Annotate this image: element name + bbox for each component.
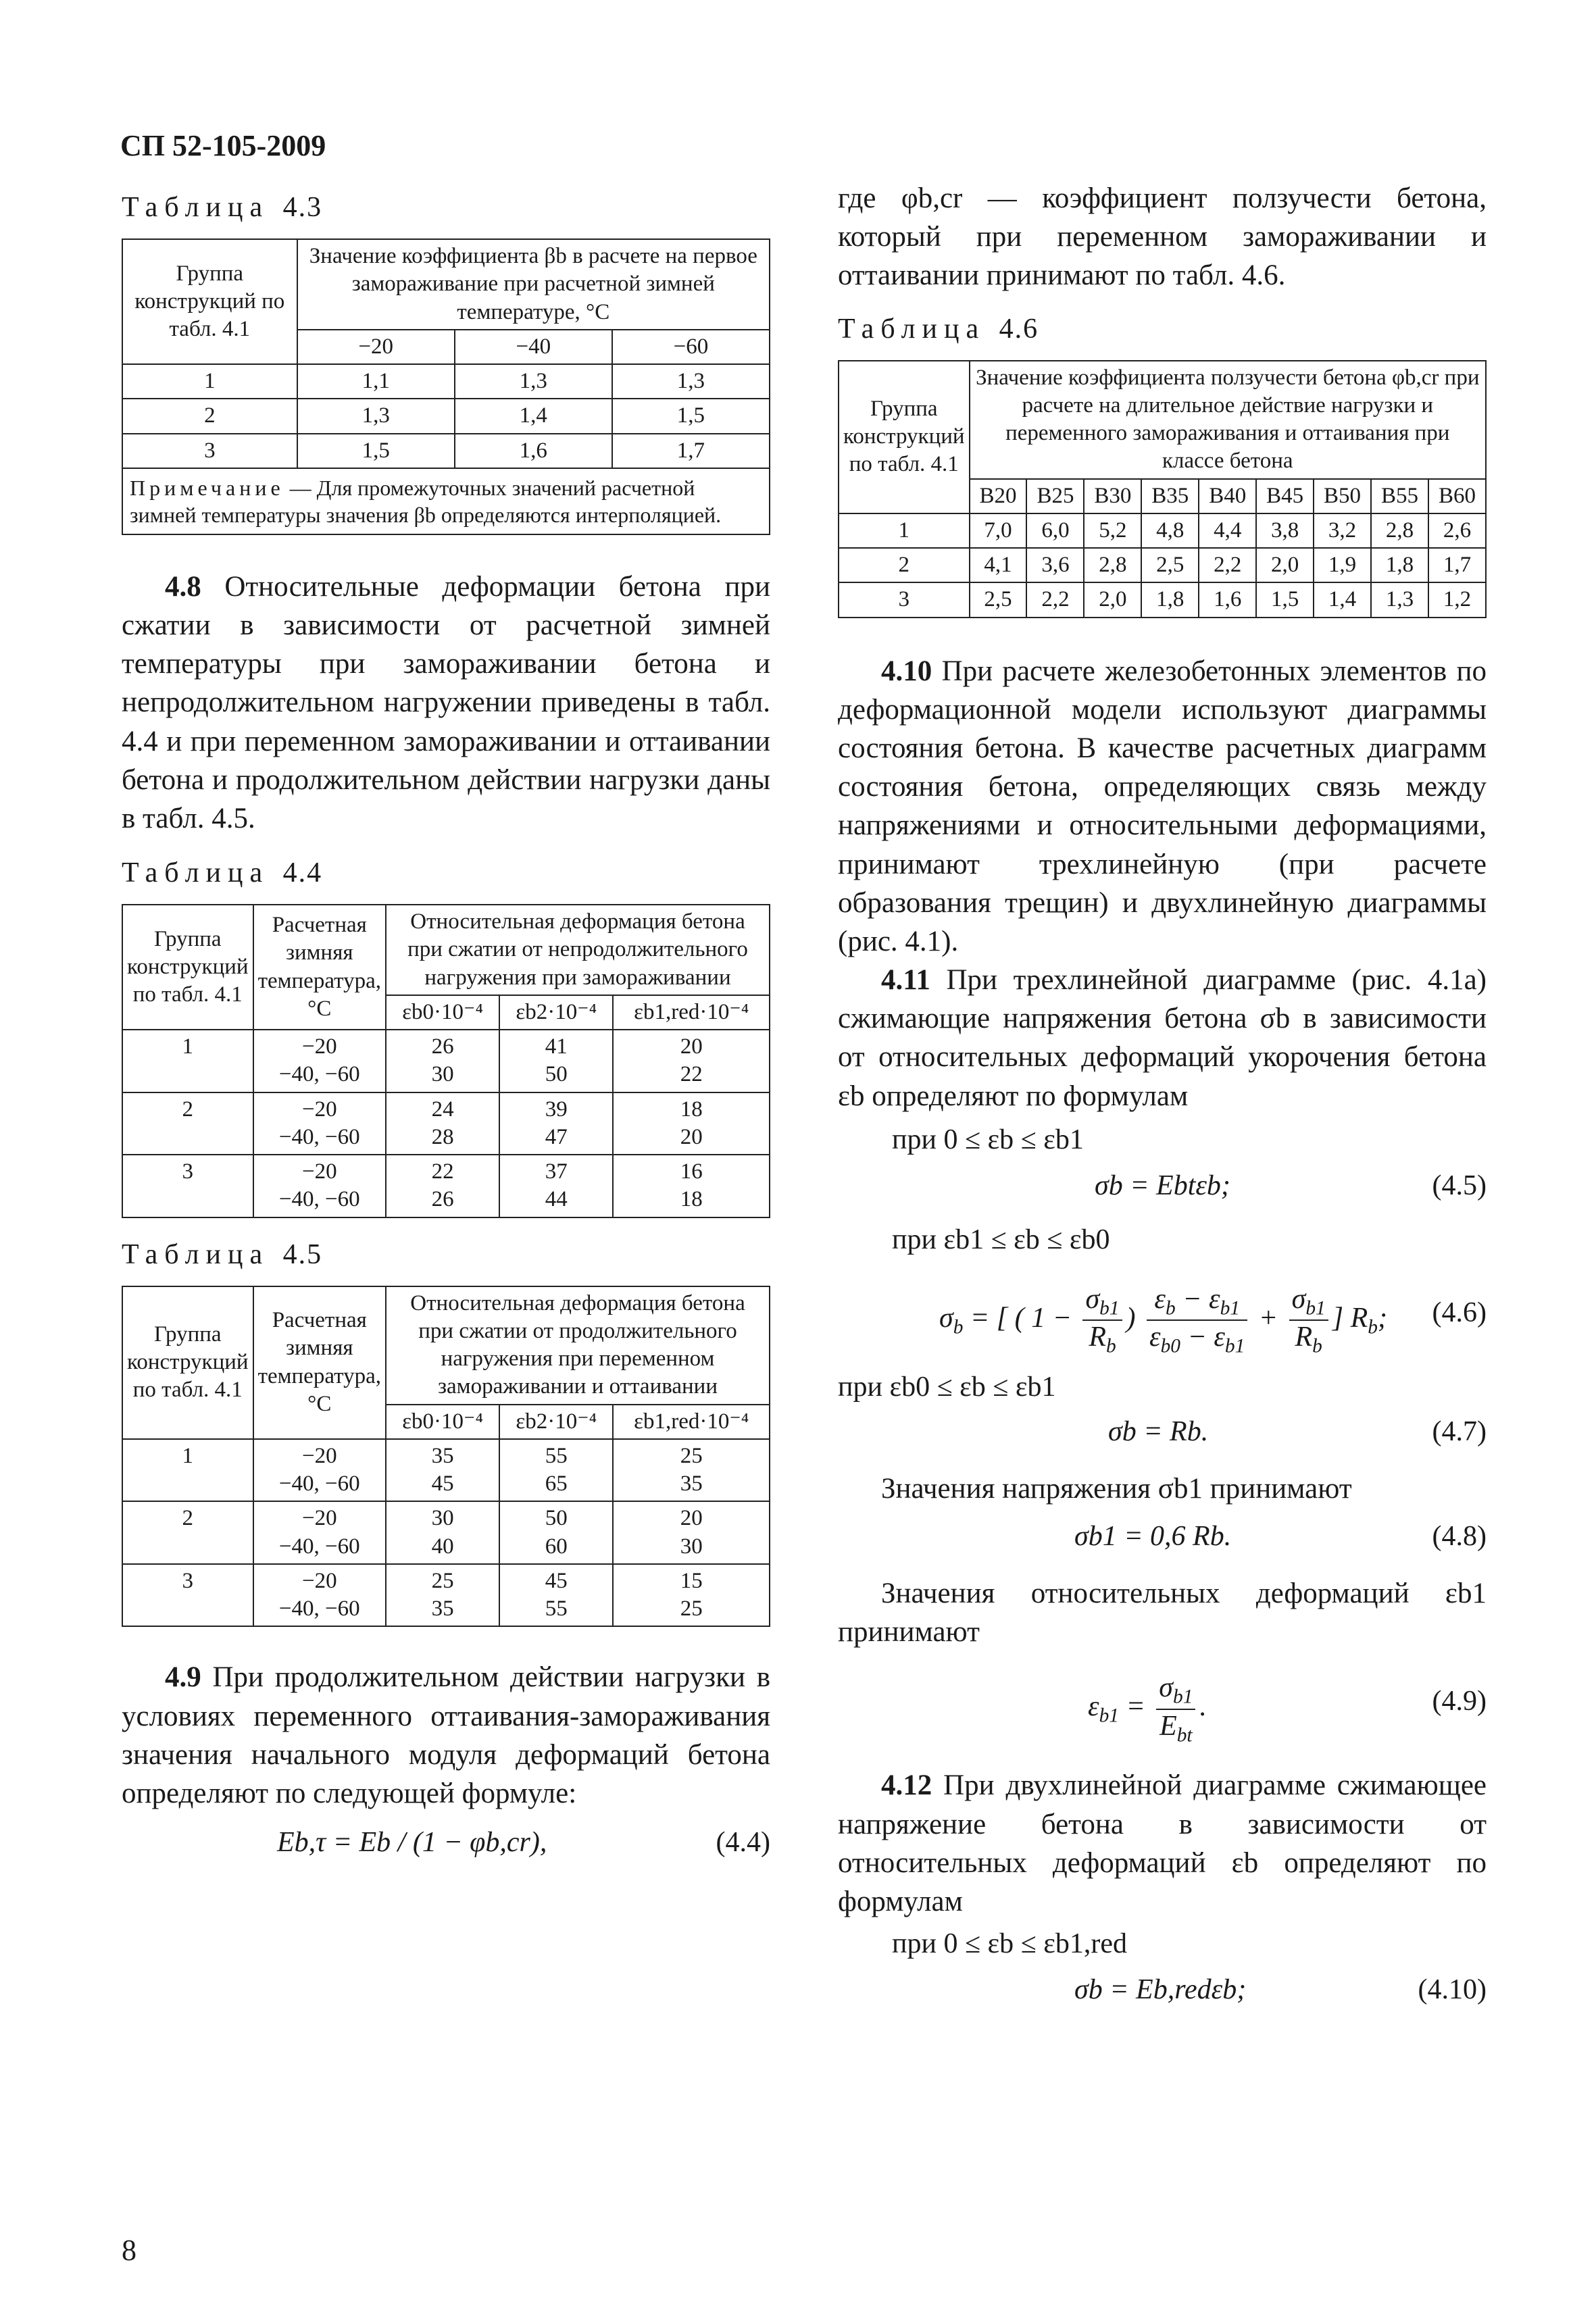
cell-line: 60 xyxy=(545,1534,568,1559)
table-cell: 2,5 xyxy=(1141,548,1199,582)
table-header: В45 xyxy=(1256,479,1314,513)
table-cell: 1,5 xyxy=(1256,582,1314,617)
cell-line: 28 xyxy=(431,1124,454,1149)
table-row xyxy=(122,434,770,468)
paragraph-4-12: 4.12 При двухлинейной диаграмме сжимающее напряжение бетона в зависимости от относительных деформаций εb определяют по формулам xyxy=(838,1769,1487,1917)
table-header: −40 xyxy=(455,330,612,364)
cell-line: 26 xyxy=(431,1187,454,1212)
table-4-4-caption: Таблица 4.4 xyxy=(122,857,323,889)
cell-line: 18 xyxy=(680,1187,703,1212)
table-4-5 xyxy=(122,1286,770,1628)
condition-4-7: при εb0 ≤ εb ≤ εb1 xyxy=(838,1371,1056,1403)
document-code: СП 52-105-2009 xyxy=(120,129,326,162)
cell-line: −40, −60 xyxy=(278,1062,360,1087)
table-header: Группа конструкций по табл. 4.1 xyxy=(122,905,253,1030)
table-4-3 xyxy=(122,238,770,535)
table-header: В40 xyxy=(1199,479,1256,513)
table-cell: 3 xyxy=(122,1564,253,1627)
table-cell xyxy=(613,1155,770,1217)
table-header: Расчетная зимняя температура, °С xyxy=(253,905,386,1030)
cell-line: 45 xyxy=(545,1568,568,1593)
table-header: В55 xyxy=(1371,479,1428,513)
table-cell xyxy=(613,1439,770,1502)
cell-line: 25 xyxy=(680,1443,703,1468)
table-cell: 3 xyxy=(122,434,297,468)
table-cell: 1,5 xyxy=(612,399,770,433)
table-cell xyxy=(613,1501,770,1564)
table-row xyxy=(122,364,770,399)
table-cell: 2,6 xyxy=(1428,513,1486,548)
cell-line: −20 xyxy=(301,1568,337,1593)
table-row xyxy=(122,399,770,433)
cell-line: 37 xyxy=(545,1159,568,1184)
condition-4-6: при εb1 ≤ εb ≤ εb0 xyxy=(892,1224,1110,1255)
cell-line: 44 xyxy=(545,1187,568,1212)
cell-line: 22 xyxy=(431,1159,454,1184)
table-header: εb2·10⁻⁴ xyxy=(499,995,613,1030)
table-header: Значение коэффициента ползучести бетона φb,cr при расчете на длительное действие нагрузки и переменного замораживания и оттаивания при классе бетона xyxy=(970,361,1486,479)
formula-4-8: σb1 = 0,6 Rb. (4.8) xyxy=(1074,1521,1487,1552)
cell-line: −40, −60 xyxy=(278,1187,360,1212)
table-cell: 1,8 xyxy=(1141,582,1199,617)
table-cell: 4,4 xyxy=(1199,513,1256,548)
table-cell: 3,2 xyxy=(1314,513,1371,548)
table-cell: 3 xyxy=(122,1155,253,1217)
text-eps-b1: Значения относительных деформаций εb1 принимают xyxy=(838,1578,1487,1649)
table-cell: 7,0 xyxy=(970,513,1027,548)
text-sigma-b1: Значения напряжения σb1 принимают xyxy=(881,1472,1352,1505)
table-cell: 2,0 xyxy=(1084,582,1141,617)
table-cell xyxy=(386,1030,499,1092)
table-cell xyxy=(499,1439,613,1502)
table-cell: 4,1 xyxy=(970,548,1027,582)
table-header: Относительная деформация бетона при сжатии от продолжительного нагружения при переменном замораживании и оттаивании xyxy=(386,1286,770,1405)
right-column xyxy=(838,179,1487,2028)
table-cell: 1,7 xyxy=(612,434,770,468)
table-cell: 1,9 xyxy=(1314,548,1371,582)
table-cell xyxy=(499,1501,613,1564)
cell-line: 20 xyxy=(680,1034,703,1059)
table-cell: 2,0 xyxy=(1256,548,1314,582)
table-cell: 2,8 xyxy=(1084,548,1141,582)
table-cell: 2 xyxy=(839,548,970,582)
cell-line: 55 xyxy=(545,1596,568,1621)
table-cell xyxy=(613,1092,770,1155)
paragraph-4-10: 4.10 При расчете железобетонных элементов по деформационной модели используют диаграммы состояния бетона. В качестве расчетных диаграмм состояния бетона, определяющих связь между напряжениями и относительными деформациями, принимают трехлинейную (при расчете образования трещин) и двухлинейную диаграммы (рис. 4.1). xyxy=(838,655,1487,957)
cell-line: −20 xyxy=(301,1443,337,1468)
cell-line: 25 xyxy=(431,1568,454,1593)
cell-line: −20 xyxy=(301,1506,337,1531)
table-cell: 3,6 xyxy=(1026,548,1084,582)
cell-line: 47 xyxy=(545,1124,568,1149)
table-cell: 1 xyxy=(122,364,297,399)
table-cell xyxy=(613,1030,770,1092)
table-cell xyxy=(386,1092,499,1155)
cell-line: −20 xyxy=(301,1159,337,1184)
table-cell: 1,6 xyxy=(455,434,612,468)
cell-line: 15 xyxy=(680,1568,703,1593)
table-cell: 1,8 xyxy=(1371,548,1428,582)
table-cell xyxy=(499,1030,613,1092)
condition-4-5: при 0 ≤ εb ≤ εb1 xyxy=(892,1124,1084,1155)
table-cell xyxy=(386,1501,499,1564)
table-cell: 3,8 xyxy=(1256,513,1314,548)
cell-line: 20 xyxy=(680,1124,703,1149)
cell-line: 30 xyxy=(431,1062,454,1087)
formula-4-9: $\varepsilon_{b1}$ = $\frac{\sigma_{b1}}{E_{bt}}$ . (4.9) xyxy=(1088,1672,1487,1746)
cell-line: 45 xyxy=(431,1472,454,1496)
table-header: В35 xyxy=(1141,479,1199,513)
table-4-5-caption: Таблица 4.5 xyxy=(122,1238,323,1270)
table-cell: 2 xyxy=(122,399,297,433)
table-cell: 5,2 xyxy=(1084,513,1141,548)
table-cell: 3 xyxy=(839,582,970,617)
table-cell: 4,8 xyxy=(1141,513,1199,548)
table-cell xyxy=(386,1439,499,1502)
table-cell: 2,8 xyxy=(1371,513,1428,548)
cell-line: 40 xyxy=(431,1534,454,1559)
cell-line: −40, −60 xyxy=(278,1534,360,1559)
table-cell xyxy=(253,1501,386,1564)
table-header: εb2·10⁻⁴ xyxy=(499,1405,613,1439)
table-row xyxy=(839,582,1486,617)
table-header: Группа конструкций по табл. 4.1 xyxy=(122,1286,253,1439)
table-row xyxy=(839,548,1486,582)
table-row xyxy=(122,1564,770,1627)
condition-4-10: при 0 ≤ εb ≤ εb1,red xyxy=(892,1928,1127,1960)
table-cell xyxy=(499,1092,613,1155)
table-4-6 xyxy=(838,360,1487,618)
table-cell: 1,2 xyxy=(1428,582,1486,617)
table-header: Расчетная зимняя температура, °С xyxy=(253,1286,386,1439)
page-number: 8 xyxy=(122,2234,136,2267)
table-cell xyxy=(253,1155,386,1217)
table-cell: 6,0 xyxy=(1026,513,1084,548)
cell-line: 50 xyxy=(545,1506,568,1531)
cell-line: 26 xyxy=(431,1034,454,1059)
cell-line: 41 xyxy=(545,1034,568,1059)
table-row xyxy=(839,513,1486,548)
cell-line: 65 xyxy=(545,1472,568,1496)
cell-line: 16 xyxy=(680,1159,703,1184)
cell-line: −40, −60 xyxy=(278,1124,360,1149)
cell-line: 50 xyxy=(545,1062,568,1087)
table-cell: 1,3 xyxy=(612,364,770,399)
table-cell: 1,3 xyxy=(297,399,455,433)
formula-4-7: σb = Rb. (4.7) xyxy=(1108,1415,1487,1447)
table-header: Значение коэффициента βb в расчете на первое замораживание при расчетной зимней температуре, °С xyxy=(297,239,770,330)
cell-line: 55 xyxy=(545,1443,568,1468)
table-header: εb1,red·10⁻⁴ xyxy=(613,995,770,1030)
table-cell: 1 xyxy=(839,513,970,548)
table-cell: 1,7 xyxy=(1428,548,1486,582)
formula-4-4: Eb,τ = Eb / (1 − φb,cr), (4.4) xyxy=(277,1827,770,1859)
table-row xyxy=(122,1155,770,1217)
formula-4-10: σb = Eb,redεb; (4.10) xyxy=(1074,1974,1487,2006)
table-row xyxy=(122,1501,770,1564)
table-header: εb0·10⁻⁴ xyxy=(386,1405,499,1439)
table-header: Группа конструкций по табл. 4.1 xyxy=(839,361,970,513)
table-cell: 1,6 xyxy=(1199,582,1256,617)
table-cell: 1,1 xyxy=(297,364,455,399)
table-cell xyxy=(253,1439,386,1502)
table-header: Относительная деформация бетона при сжатии от непродолжительного нагружения при замораживании xyxy=(386,905,770,995)
table-cell: 1,5 xyxy=(297,434,455,468)
cell-line: 22 xyxy=(680,1062,703,1087)
table-cell: 2 xyxy=(122,1092,253,1155)
table-cell: 2,2 xyxy=(1199,548,1256,582)
cell-line: 20 xyxy=(680,1506,703,1531)
table-header: В25 xyxy=(1026,479,1084,513)
table-row xyxy=(122,1092,770,1155)
cell-line: 30 xyxy=(680,1534,703,1559)
table-cell xyxy=(499,1564,613,1627)
table-cell xyxy=(386,1564,499,1627)
table-cell xyxy=(253,1030,386,1092)
cell-line: −40, −60 xyxy=(278,1472,360,1496)
table-header: В50 xyxy=(1314,479,1371,513)
where-clause: где φb,cr — коэффициент ползучести бетона, который при переменном замораживании и оттаивании принимают по табл. 4.6. xyxy=(838,182,1487,292)
table-cell: 1 xyxy=(122,1030,253,1092)
cell-line: −20 xyxy=(301,1034,337,1059)
paragraph-4-11: 4.11 При трехлинейной диаграмме (рис. 4.1а) сжимающие напряжения бетона σb в зависимости от относительных деформаций укорочения бетона εb определяют по формулам xyxy=(838,964,1487,1112)
table-header: В60 xyxy=(1428,479,1486,513)
left-column xyxy=(122,179,770,1880)
table-header: Группа конструкций по табл. 4.1 xyxy=(122,239,297,364)
table-4-6-caption: Таблица 4.6 xyxy=(838,313,1039,345)
formula-4-5: σb = Ebtεb; (4.5) xyxy=(1095,1169,1487,1201)
table-cell xyxy=(499,1155,613,1217)
table-row xyxy=(122,1439,770,1502)
table-cell: 2 xyxy=(122,1501,253,1564)
cell-line: 35 xyxy=(680,1472,703,1496)
table-4-4 xyxy=(122,904,770,1218)
table-cell xyxy=(253,1564,386,1627)
table-header: εb1,red·10⁻⁴ xyxy=(613,1405,770,1439)
table-header: −20 xyxy=(297,330,455,364)
table-header: −60 xyxy=(612,330,770,364)
cell-line: −40, −60 xyxy=(278,1596,360,1621)
table-cell: 2,5 xyxy=(970,582,1027,617)
table-row xyxy=(122,1030,770,1092)
table-cell: 1,3 xyxy=(1371,582,1428,617)
table-header: В30 xyxy=(1084,479,1141,513)
table-cell xyxy=(253,1092,386,1155)
cell-line: 35 xyxy=(431,1596,454,1621)
cell-line: 24 xyxy=(431,1097,454,1122)
table-note: Примечание — Для промежуточных значений расчетной зимней температуры значения βb определяются интерполяцией. xyxy=(122,468,770,534)
table-cell: 1,3 xyxy=(455,364,612,399)
cell-line: 30 xyxy=(431,1506,454,1531)
table-cell: 1,4 xyxy=(455,399,612,433)
table-4-3-caption: Таблица 4.3 xyxy=(122,192,323,223)
table-header: εb0·10⁻⁴ xyxy=(386,995,499,1030)
formula-4-6: $\sigma_b$ = [ ( 1 − $\frac{\sigma_{b1}}{R_b}$ ) $\frac{\varepsilon_b - \varepsilon_{b1}}{\varepsilon_{b0} - \varepsilon_{b1}}$ + $\frac{\sigma_{b1}}{R_b}$ ] $R_b$; (4.6) xyxy=(939,1283,1487,1357)
table-cell: 1,4 xyxy=(1314,582,1371,617)
table-cell: 2,2 xyxy=(1026,582,1084,617)
paragraph-4-8: 4.8 Относительные деформации бетона при сжатии в зависимости от расчетной зимней температуры при замораживании бетона и непродолжительном нагружении приведены в табл. 4.4 и при переменном замораживании и оттаивании бетона и продолжительном действии нагрузки даны в табл. 4.5. xyxy=(122,570,770,834)
cell-line: 25 xyxy=(680,1596,703,1621)
cell-line: 18 xyxy=(680,1097,703,1122)
table-header: В20 xyxy=(970,479,1027,513)
table-cell xyxy=(613,1564,770,1627)
table-cell xyxy=(386,1155,499,1217)
table-cell: 1 xyxy=(122,1439,253,1502)
paragraph-4-9: 4.9 При продолжительном действии нагрузки в условиях переменного оттаивания-замораживания значения начального модуля деформаций бетона определяют по следующей формуле: xyxy=(122,1661,770,1809)
cell-line: 39 xyxy=(545,1097,568,1122)
cell-line: −20 xyxy=(301,1097,337,1122)
cell-line: 35 xyxy=(431,1443,454,1468)
